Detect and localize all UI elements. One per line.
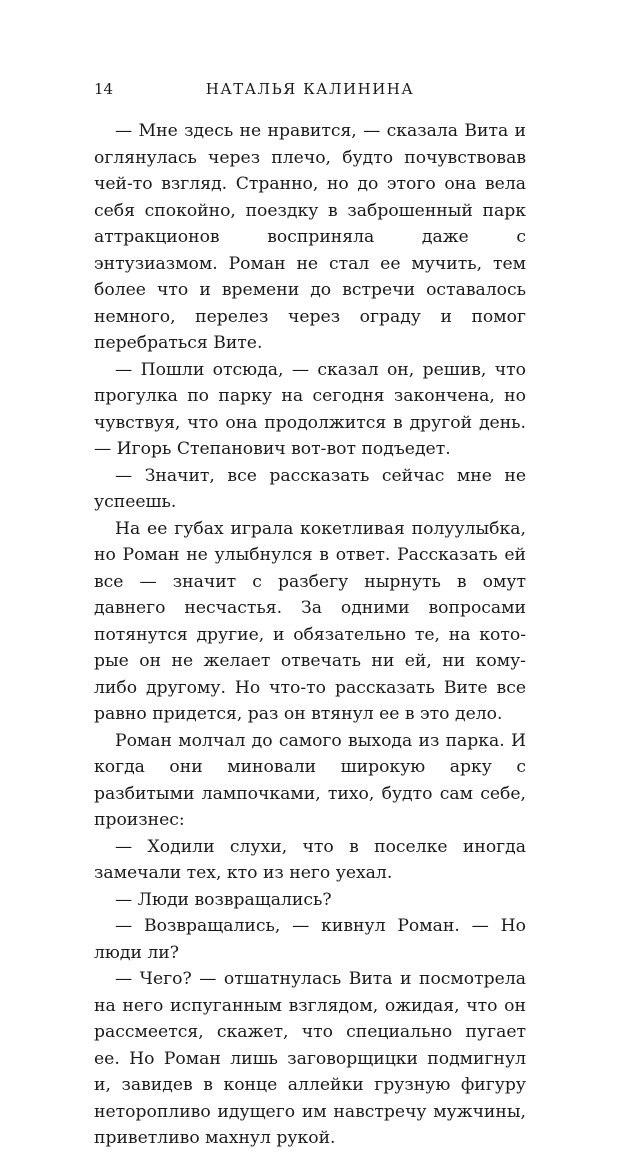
paragraph: — Мне здесь не нравится, — сказала Вита и оглянулась через плечо, будто почувствовав чей-то взгляд. Странно, но до этого она вела себя спокойно, поездку в заброшенный парк аттракционов восприняла даже с энтузиазмом. Роман не стал ее мучить, тем более что и времени до встречи оставалось немного, перелез через ограду и помог перебраться Вите. <box>94 121 526 353</box>
page-header <box>94 78 526 100</box>
paragraph: — Значит, все рассказать сейчас мне не успеешь. <box>94 465 526 512</box>
page-number: 14 <box>94 80 114 98</box>
paragraph: — Возвращались, — кивнул Роман. — Но люди ли? <box>94 916 526 963</box>
paragraph: На ее губах играла кокетливая полуулыбка, но Роман не улыбнулся в ответ. Рассказать ей все — значит с разбегу нырнуть в омут давнего несчастья. За одними вопросами потянутся другие, и обязательно те, на которые он не желает отвечать ни ей, ни кому-либо другому. Но что-то рассказать Вите все равно придется, раз он втянул ее в это дело. <box>94 518 526 724</box>
paragraph: — Люди возвращались? <box>115 889 332 910</box>
body-text <box>94 118 526 1152</box>
paragraph: — Чего? — отшатнулась Вита и посмотрела на него испуганным взглядом, ожидая, что он рассмеется, скажет, что специально пугает ее. Но Роман лишь заговорщицки подмигнул и, завидев в конце аллейки грузную фигуру неторопливо идущего им навстречу мужчины, приветливо махнул рукой. <box>94 969 526 1148</box>
paragraph: — Пошли отсюда, — сказал он, решив, что прогулка по парку на сегодня закончена, но чувствуя, что она продолжится в другой день. — Игорь Степанович вот-вот подъедет. <box>94 359 526 459</box>
paragraph: Роман молчал до самого выхода из парка. И когда они миновали широкую арку с разбитыми лампочками, тихо, будто сам себе, произнес: <box>94 730 526 830</box>
paragraph: — Ходили слухи, что в поселке иногда замечали тех, кто из него уехал. <box>94 836 526 883</box>
running-head-author: НАТАЛЬЯ КАЛИНИНА <box>205 80 415 98</box>
